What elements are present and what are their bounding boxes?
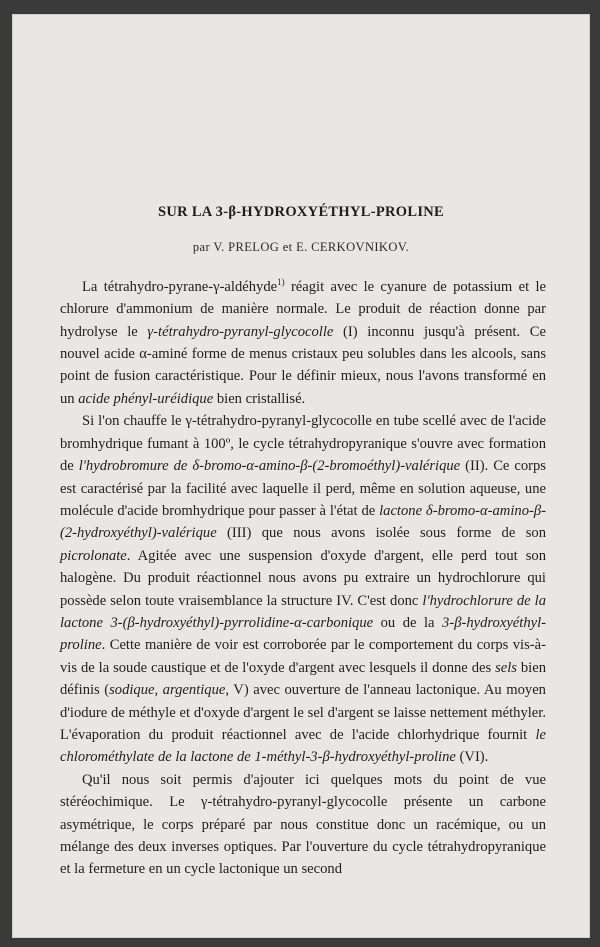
page-title: SUR LA 3-β-HYDROXYÉTHYL-PROLINE: [157, 204, 445, 220]
footnote-ref: 1): [277, 277, 285, 287]
italic-term: l'hydrochlorure de la lactone 3-(β-hydroxyéthyl)-pyrrolidine-α-carbonique: [60, 592, 547, 631]
paragraph: [60, 769, 546, 881]
text-run: Qu'il nous soit permis d'ajouter ici quelques mots du point de vue stéréochimique. Le γ-tétrahydro-pyranyl-glycocolle présente un carbone asymétrique, le corps préparé par nous constitue donc un racémique, ou un mélange des deux inverses optiques. Par l'ouverture du cycle tétrahydropyranique et la fermeture en un cycle lactonique un second: [60, 771, 546, 878]
text-run: (VI).: [455, 749, 489, 766]
text-run: (III) que nous avons isolée sous forme de son: [216, 525, 546, 542]
text-run: réagit avec le cyanure de potassium et le chlorure d'ammonium de manière normale. Le produit de réaction donne par hydrolyse le: [60, 278, 546, 340]
italic-term: γ-tétrahydro-pyranyl-glycocolle: [147, 323, 334, 340]
italic-term: 3-β-hydroxyéthyl-proline: [60, 614, 547, 654]
text-run: , V) avec ouverture de l'anneau lactonique. Au moyen d'iodure de méthyle et d'oxyde d'argent le sel d'argent se laisse nettement méthyler. L'évaporation du produit réactionnel avec de l'acide chlorhydrique fournit: [60, 682, 546, 743]
italic-term: lactone δ-bromo-α-amino-β-(2-hydroxyéthyl)-valérique: [60, 502, 546, 542]
document-page: [12, 14, 590, 938]
italic-term: sels: [495, 659, 517, 676]
italic-term: le chlorométhylate de la lactone de 1-méthyl-3-β-hydroxyéthyl-proline: [60, 726, 546, 766]
text-run: bien cristallisé.: [213, 390, 306, 407]
text-run: bien définis (: [60, 659, 546, 699]
text-run: . Cette manière de voir est corroborée par le comportement du corps vis-à-vis de la soude caustique et de l'oxyde d'argent avec lesquels il donne des: [60, 637, 546, 676]
text-run: (I) inconnu jusqu'à présent. Ce nouvel acide α-aminé forme de menus cristaux peu solubles dans les alcools, sans point de fusion caractéristique. Pour le définir mieux, nous l'avons transformé en un: [60, 323, 547, 407]
italic-term: acide phényl-uréidique: [78, 390, 214, 407]
paragraph: [60, 271, 546, 410]
italic-term: picrolonate: [60, 547, 127, 564]
article-body: [60, 271, 546, 881]
paragraph: [60, 410, 546, 769]
italic-term: sodique, argentique: [109, 682, 226, 699]
authors-line: par V. PRELOG et E. CERKOVNIKOV.: [192, 240, 410, 254]
text-run: . Agitée avec une suspension d'oxyde d'argent, elle perd tout son halogène. Du produit réactionnel nous avons pu extraire un hydrochlorure qui possède selon toute vraisemblance la structure IV. C'est donc: [60, 547, 546, 609]
italic-term: l'hydrobromure de δ-bromo-α-amino-β-(2-bromoéthyl)-valérique: [78, 458, 461, 475]
text-run: (II). Ce corps est caractérisé par la facilité avec laquelle il perd, même en solution aqueuse, une molécule d'acide bromhydrique pour passer à l'état de: [60, 458, 546, 519]
text-run: La tétrahydro-pyrane-γ-aldéhyde: [82, 278, 278, 295]
text-run: ou de la: [373, 614, 443, 631]
text-run: Si l'on chauffe le γ-tétrahydro-pyranyl-glycocolle en tube scellé avec de l'acide bromhydrique fumant à 100º, le cycle tétrahydropyranique s'ouvre avec formation de: [60, 413, 546, 475]
